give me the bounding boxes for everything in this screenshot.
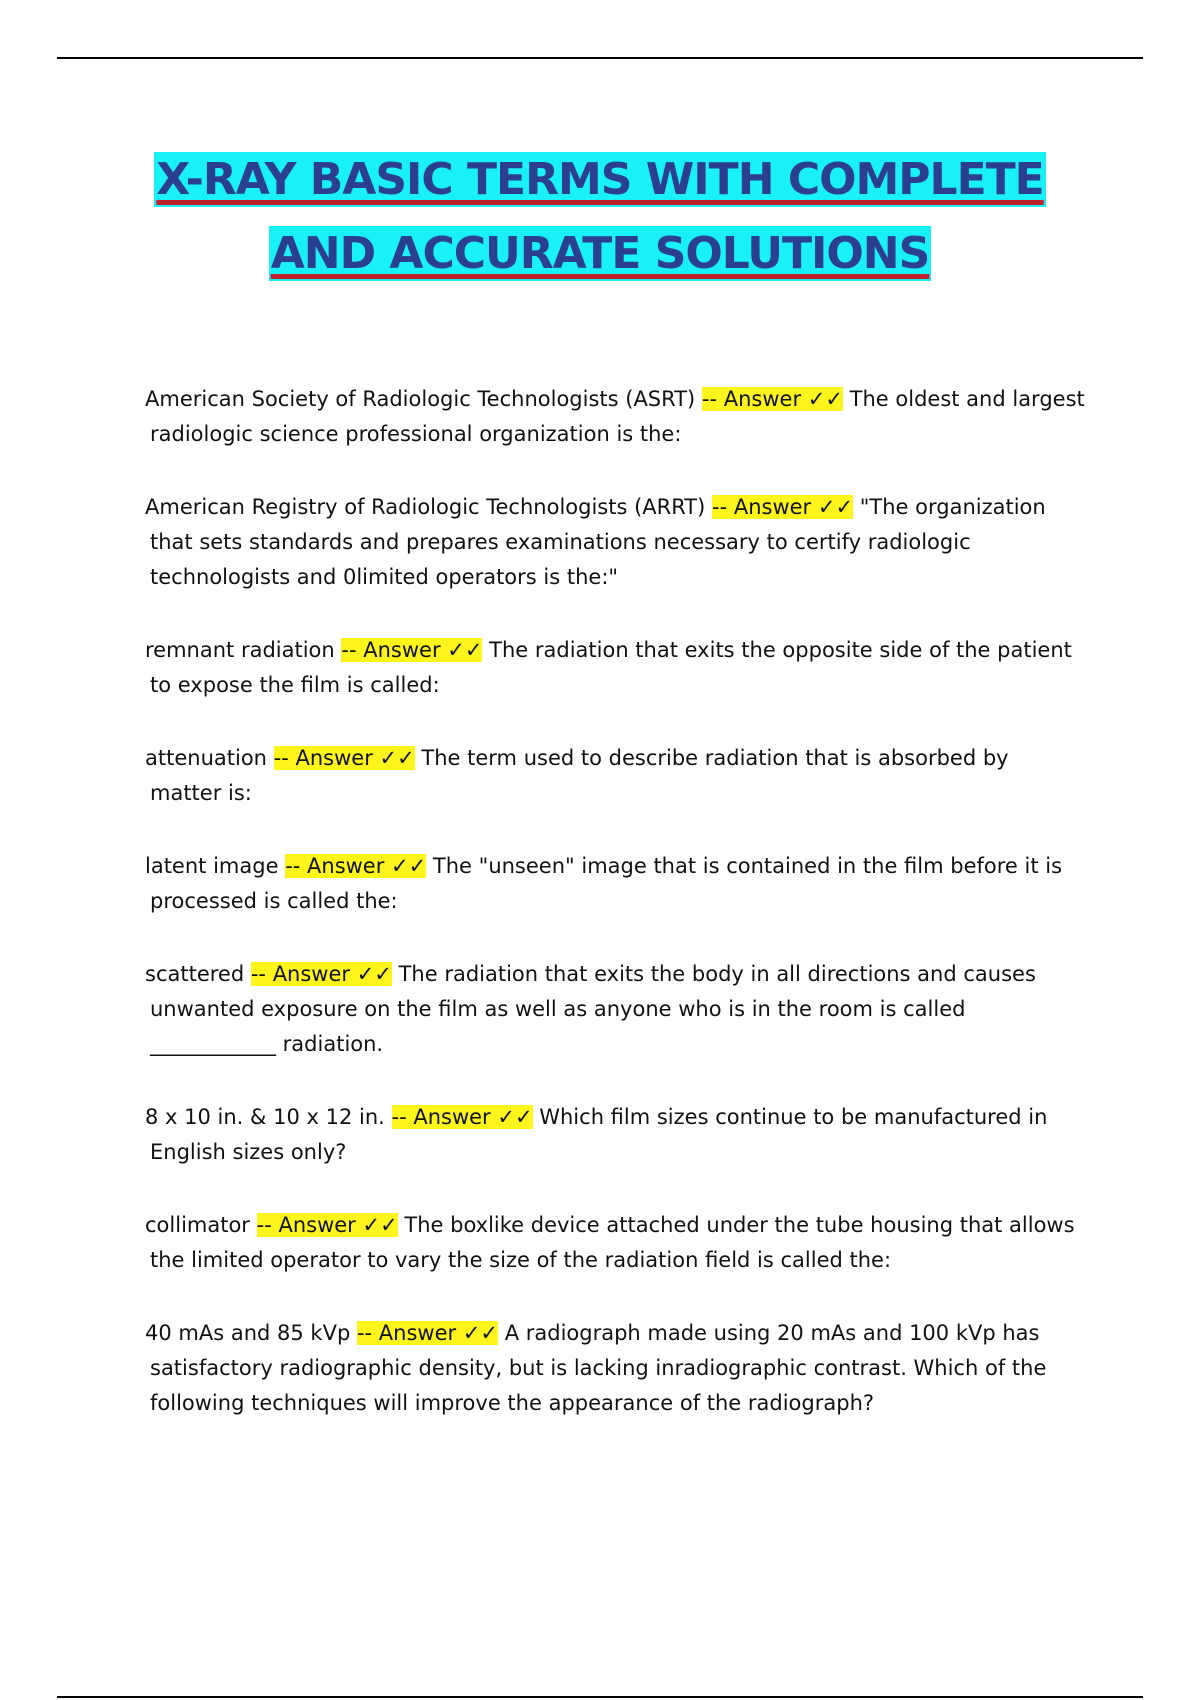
qa-term: latent image bbox=[145, 854, 279, 878]
qa-item bbox=[145, 1100, 1085, 1170]
answer-marker: -- Answer ✓✓ bbox=[391, 1105, 533, 1129]
qa-item bbox=[145, 1316, 1085, 1421]
answer-marker: -- Answer ✓✓ bbox=[356, 1321, 499, 1345]
qa-question: The oldest and largest radiologic science professional organization is the: bbox=[150, 387, 1085, 446]
answer-marker: -- Answer ✓✓ bbox=[701, 387, 843, 411]
qa-question: Which film sizes continue to be manufactured in English sizes only? bbox=[150, 1105, 1048, 1164]
qa-term: attenuation bbox=[145, 746, 267, 770]
answer-marker: -- Answer ✓✓ bbox=[256, 1213, 398, 1237]
qa-term: American Registry of Radiologic Technologists (ARRT) bbox=[145, 495, 706, 519]
qa-question: A radiograph made using 20 mAs and 100 kVp has satisfactory radiographic density, but is lacking inradiographic contrast. Which of the following techniques will improve the appearance of the radiograph? bbox=[150, 1321, 1047, 1415]
qa-item bbox=[145, 382, 1085, 452]
header-rule bbox=[57, 57, 1143, 59]
qa-item bbox=[145, 741, 1085, 811]
qa-term: scattered bbox=[145, 962, 245, 986]
qa-question: The "unseen" image that is contained in the film before it is processed is called the: bbox=[150, 854, 1063, 913]
qa-question: The term used to describe radiation that is absorbed by matter is: bbox=[150, 746, 1009, 805]
qa-item bbox=[145, 1208, 1085, 1278]
answer-marker: -- Answer ✓✓ bbox=[341, 638, 483, 662]
qa-item bbox=[145, 849, 1085, 919]
qa-item bbox=[145, 633, 1085, 703]
qa-term: remnant radiation bbox=[145, 638, 335, 662]
answer-marker: -- Answer ✓✓ bbox=[273, 746, 415, 770]
qa-term: collimator bbox=[145, 1213, 250, 1237]
qa-term: American Society of Radiologic Technologists (ASRT) bbox=[145, 387, 696, 411]
qa-question: The boxlike device attached under the tube housing that allows the limited operator to vary the size of the radiation field is called the: bbox=[150, 1213, 1075, 1272]
qa-item bbox=[145, 490, 1085, 595]
qa-term: 40 mAs and 85 kVp bbox=[145, 1321, 351, 1345]
document-title: X-RAY BASIC TERMS WITH COMPLETE AND ACCURATE SOLUTIONS bbox=[156, 154, 1044, 279]
answer-marker: -- Answer ✓✓ bbox=[285, 854, 427, 878]
answer-marker: -- Answer ✓✓ bbox=[250, 962, 392, 986]
qa-term: 8 x 10 in. & 10 x 12 in. bbox=[145, 1105, 385, 1129]
qa-question: "The organization that sets standards and prepares examinations necessary to certify radiologic technologists and 0limited operators is the:" bbox=[150, 495, 1046, 589]
qa-list bbox=[145, 382, 1085, 1459]
qa-question: The radiation that exits the opposite side of the patient to expose the film is called: bbox=[150, 638, 1072, 697]
qa-item bbox=[145, 957, 1085, 1062]
qa-question: The radiation that exits the body in all directions and causes unwanted exposure on the film as well as anyone who is in the room is called ____________ radiation. bbox=[150, 962, 1036, 1056]
answer-marker: -- Answer ✓✓ bbox=[712, 495, 854, 519]
footer-rule bbox=[57, 1696, 1143, 1698]
title-block bbox=[100, 143, 1100, 291]
